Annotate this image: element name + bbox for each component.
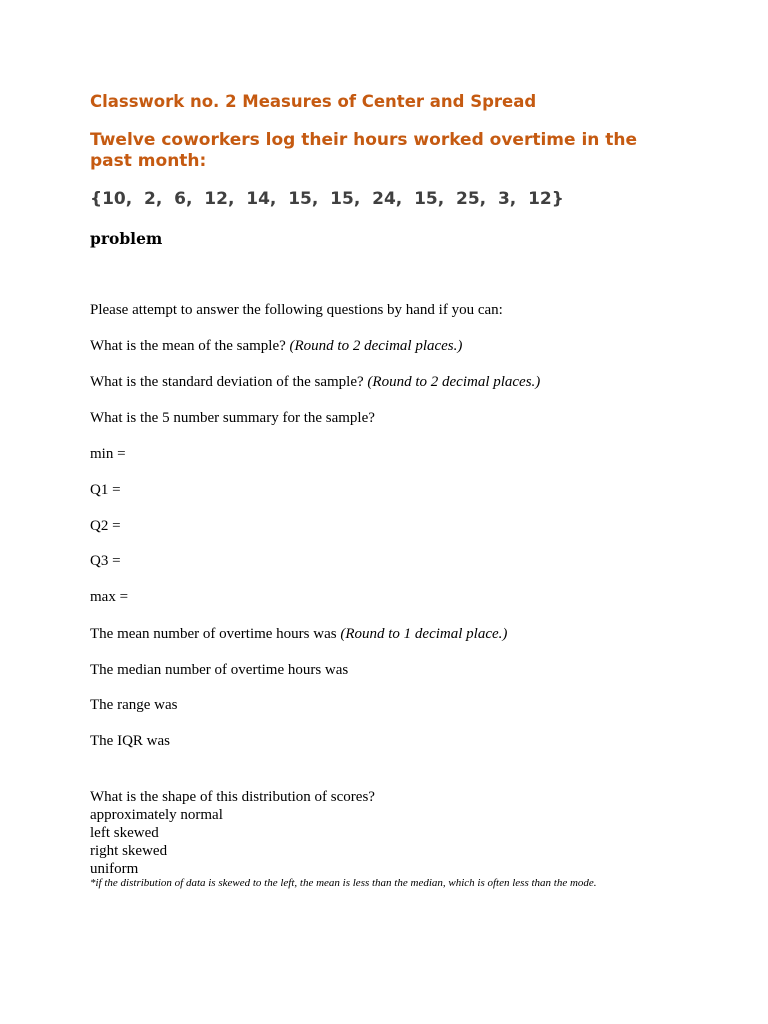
question-mean-note: (Round to 2 decimal places.)	[289, 338, 463, 354]
question-shape: What is the shape of this distribution of scores?	[90, 789, 375, 805]
shape-option: right skewed	[90, 843, 168, 859]
data-set: {10, 2, 6, 12, 14, 15, 15, 24, 15, 25, 3, 12}	[90, 189, 564, 209]
question-five-number: What is the 5 number summary for the sample?	[90, 410, 375, 426]
statement-mean-hours	[90, 626, 507, 643]
problem-intro: Twelve coworkers log their hours worked overtime in the past month:	[90, 130, 638, 171]
answer-q3: Q3 =	[90, 553, 121, 569]
shape-option: left skewed	[90, 825, 159, 841]
question-sd-note: (Round to 2 decimal places.)	[367, 374, 541, 390]
worksheet-title: Classwork no. 2 Measures of Center and Spread	[90, 92, 537, 111]
footnote: *if the distribution of data is skewed to the left, the mean is less than the median, which is often less than the mode.	[90, 877, 597, 889]
question-sd-text: What is the standard deviation of the sample?	[90, 374, 368, 390]
instructions: Please attempt to answer the following questions by hand if you can:	[90, 302, 503, 318]
statement-range: The range was	[90, 697, 178, 713]
answer-q1: Q1 =	[90, 482, 121, 498]
answer-max: max =	[90, 589, 129, 605]
problem-label: problem	[90, 229, 163, 248]
answer-min: min =	[90, 446, 126, 462]
question-mean	[90, 338, 462, 355]
question-sd	[90, 374, 540, 391]
shape-option: uniform	[90, 861, 139, 877]
statement-median-hours: The median number of overtime hours was	[90, 662, 349, 678]
question-mean-text: What is the mean of the sample?	[90, 338, 290, 354]
statement-iqr: The IQR was	[90, 733, 170, 749]
statement-mean-hours-note: (Round to 1 decimal place.)	[340, 626, 508, 642]
shape-option: approximately normal	[90, 807, 223, 823]
shape-question-block	[90, 788, 375, 878]
statement-mean-hours-text: The mean number of overtime hours was	[90, 626, 341, 642]
answer-q2: Q2 =	[90, 518, 121, 534]
